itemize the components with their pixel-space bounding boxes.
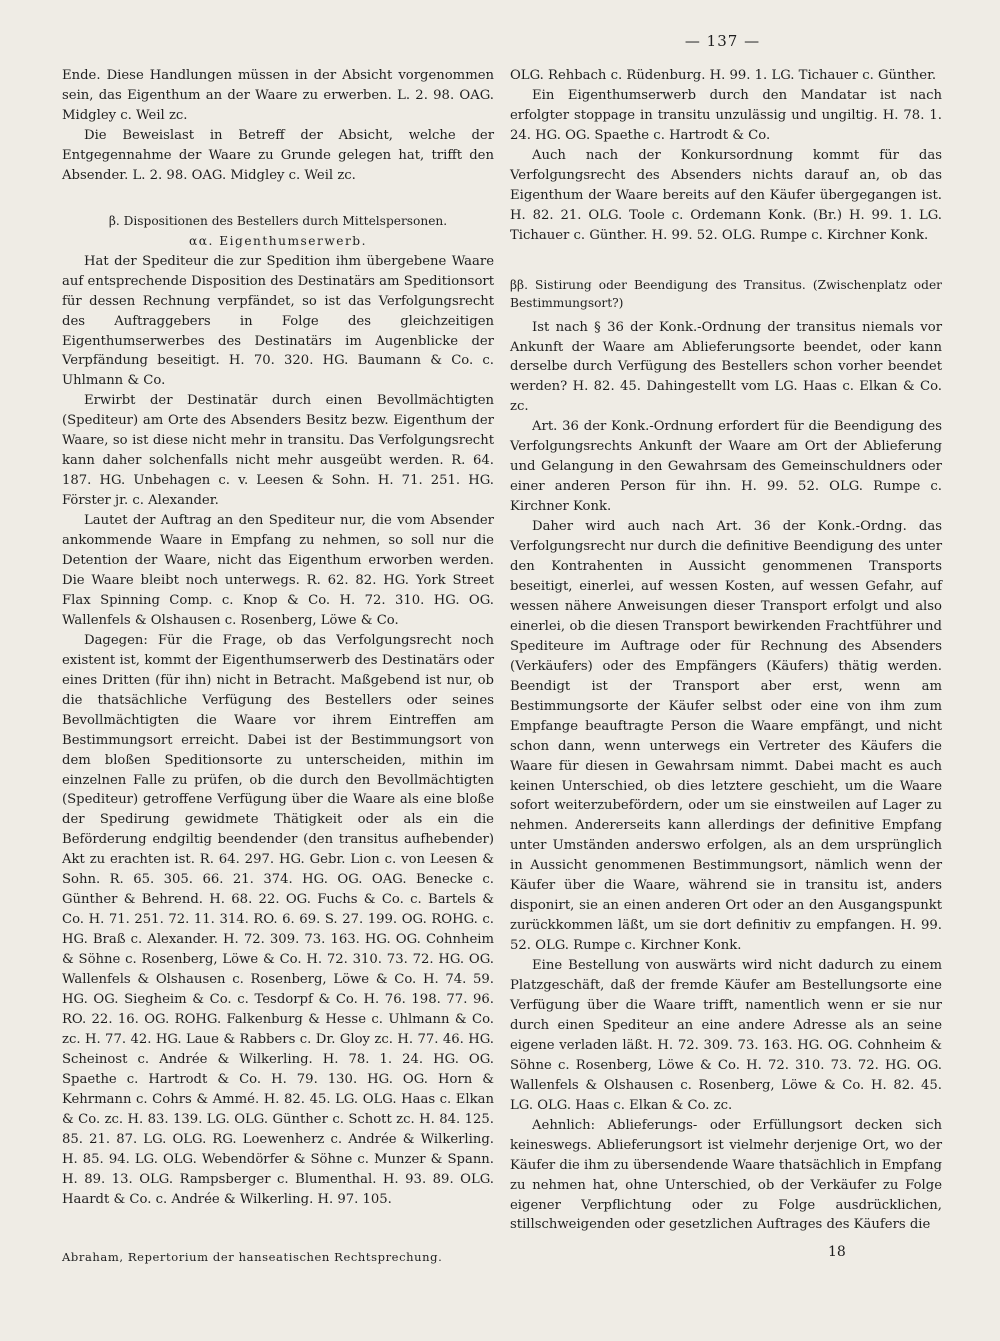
paragraph: Aehnlich: Ablieferungs- oder Erfüllungsort decken sich keineswegs. Ablieferungsort ist vielmehr derjenige Ort, wo der Käufer die ihm zu übersendende Waare thatsächlich in Empfang zu nehmen hat, ohne Unterschied, ob der Verkäufer zu Folge eigener Verpflichtung oder zu Folge ausdrücklichen, stillschweigenden oder gesetzlichen Auftrages des Käufers die (510, 1117, 942, 1233)
paragraph: Daher wird auch nach Art. 36 der Konk.-Ordng. das Verfolgungsrecht nur durch die definitive Beendigung des unter den Kontrahenten in Aussicht genommenen Transports beseitigt, einerlei, auf wessen Kosten, auf wessen Gefahr, auf wessen nähere Anweisungen dieser Transport erfolgt und also einerlei, ob die diesen Transport bewirkenden Frachtführer und Spediteure im Auftrage oder für Rechnung des Absenders (Verkäufers) oder des Empfängers (Käufers) thätig werden. Beendigt ist der Transport aber erst, wenn am Bestimmungsorte der Käufer selbst oder eine von ihm zum Empfange beauftragte Person die Waare empfängt, und nicht schon dann, wenn unterwegs ein Vertreter des Käufers die Waare für diesen in Gewahrsam nimmt. Dabei macht es auch keinen Unterschied, ob dies letztere geschieht, um die Waare sofort weiterzubefördern, oder um sie einstweilen auf Lager zu nehmen. Andererseits kann allerdings der definitive Empfang unter Umständen anderswo erfolgen, als an dem ursprünglich in Aussicht genommenen Bestimmungsort, nämlich wenn der Käufer über die Waare, während sie in transitu ist, anders disponirt, sie an einen anderen Ort oder an den Ausgangspunkt zurückkommen läßt, um sie dort definitiv zu empfangen. H. 99. 52. OLG. Rumpe c. Kirchner Konk. (510, 519, 942, 954)
paragraph: Ein Eigenthumserwerb durch den Mandatar ist nach erfolgter stoppage in transitu unzulässig und ungiltig. H. 78. 1. 24. HG. OG. Spaethe c. Hartrodt & Co. (510, 87, 942, 143)
paragraph: Dagegen: Für die Frage, ob das Verfolgungsrecht noch existent ist, kommt der Eigenthumserwerb des Destinatärs oder eines Dritten (für ihn) nicht in Betracht. Maßgebend ist nur, ob die thatsächliche Verfügung des Bestellers oder seines Bevollmächtigten die Waare vor ihrem Eintreffen am Bestimmungsort erreicht. Dabei ist der Bestimmungsort von dem bloßen Speditionsorte zu unterscheiden, mithin im einzelnen Falle zu prüfen, ob die durch den Bevollmächtigten (Spediteur) getroffene Verfügung über die Waare als eine bloße der Spedirung gewidmete Thätigkeit oder als ein die Beförderung endgiltig beendender (den transitus aufhebender) Akt zu erachten ist. R. 64. 297. HG. Gebr. Lion c. von Leesen & Sohn. R. 65. 305. 66. 21. 374. HG. OG. OAG. Benecke c. Günther & Behrend. H. 68. 22. OG. Fuchs & Co. c. Bartels & Co. H. 71. 251. 72. 11. 314. RO. 6. 69. S. 27. 199. OG. ROHG. c. HG. Braß c. Alexander. H. 72. 309. 73. 163. HG. OG. Cohnheim & Söhne c. Rosenberg, Löwe & Co. H. 72. 310. 73. 72. HG. OG. Wallenfels & Olshausen c. Rosenberg, Löwe & Co. H. 74. 59. HG. OG. Siegheim & Co. c. Tesdorpf & Co. H. 76. 198. 77. 96. RO. 22. 16. OG. ROHG. Falkenburg & Hesse c. Uhlmann & Co. zc. H. 77. 42. HG. Laue & Rabbers c. Dr. Gloy zc. H. 77. 46. HG. Scheinost c. Andrée & Wilkerling. H. 78. 1. 24. HG. OG. Spaethe c. Hartrodt & Co. H. 79. 130. HG. OG. Horn & Kehrmann c. Cohrs & Ammé. H. 82. 45. LG. OLG. Haas c. Elkan & Co. zc. H. 83. 139. LG. OLG. Günther c. Schott zc. H. 84. 125. 85. 21. 87. LG. OLG. RG. Loewenherz c. Andrée & Wilkerling. H. 85. 94. LG. OLG. Webendörfer & Söhne c. Munzer & Spann. H. 89. 13. OLG. Rampsberger c. Blumenthal. H. 93. 89. OLG. Haardt & Co. c. Andrée & Wilkerling. H. 97. 105. (62, 632, 494, 1207)
paragraph: Art. 36 der Konk.-Ordnung erfordert für die Beendigung des Verfolgungsrechts Ankunft der Waare am Ort der Ablieferung und Gelangung in den Gewahrsam des Gemeinschuldners oder einer anderen Person für ihn. H. 99. 52. OLG. Rumpe c. Kirchner Konk. (510, 419, 942, 515)
signature-mark: 18 (828, 1244, 846, 1260)
paragraph: OLG. Rehbach c. Rüdenburg. H. 99. 1. LG. Tichauer c. Günther. (510, 68, 937, 83)
section-heading: ββ. Sistirung oder Beendigung des Transitus. (Zwischenplatz oder Bestimmungsort?) (510, 277, 942, 310)
paragraph: Die Beweislast in Betreff der Absicht, welche der Entgegennahme der Waare zu Grunde gelegen hat, trifft den Absender. L. 2. 98. OAG. Midgley c. Weil zc. (62, 127, 494, 183)
paragraph: Ende. Diese Handlungen müssen in der Absicht vorgenommen sein, das Eigenthum an der Waare zu erwerben. L. 2. 98. OAG. Midgley c. Weil zc. (62, 68, 494, 123)
paragraph: Ist nach § 36 der Konk.-Ordnung der transitus niemals vor Ankunft der Waare am Ablieferungsorte beendet, oder kann derselbe durch Verfügung des Bestellers schon vorher beendet werden? H. 82. 45. Dahingestellt vom LG. Haas c. Elkan & Co. zc. (510, 319, 942, 415)
section-heading: αα. Eigenthumserwerb. (189, 233, 367, 248)
section-heading: β. Dispositionen des Bestellers durch Mittelspersonen. (108, 213, 448, 228)
paragraph: Erwirbt der Destinatär durch einen Bevollmächtigten (Spediteur) am Orte des Absenders Besitz bezw. Eigenthum der Waare, so ist diese nicht mehr in transitu. Das Verfolgungsrecht kann daher solchenfalls nicht mehr ausgeübt werden. R. 64. 187. HG. Unbehagen c. v. Leesen & Sohn. H. 71. 251. HG. Förster jr. c. Alexander. (62, 393, 494, 509)
page-header (0, 32, 1000, 50)
left-column (62, 66, 494, 1209)
paragraph: Eine Bestellung von auswärts wird nicht dadurch zu einem Platzgeschäft, daß der fremde Käufer am Bestellungsorte eine Verfügung über die Waare trifft, namentlich wenn er sie nur durch einen Spediteur an eine andere Adresse als an seine eigene verladen läßt. H. 72. 309. 73. 163. HG. OG. Cohnheim & Söhne c. Rosenberg, Löwe & Co. H. 72. 310. 73. 72. HG. OG. Wallenfels & Olshausen c. Rosenberg, Löwe & Co. H. 82. 45. LG. OLG. Haas c. Elkan & Co. zc. (510, 958, 942, 1113)
paragraph: Auch nach der Konkursordnung kommt für das Verfolgungsrecht des Absenders nichts darauf an, ob das Eigenthum der Waare bereits auf den Käufer übergegangen ist. H. 82. 21. OLG. Toole c. Ordemann Konk. (Br.) H. 99. 1. LG. Tichauer c. Günther. H. 99. 52. OLG. Rumpe c. Kirchner Konk. (510, 147, 942, 243)
footer-title: Abraham, Repertorium der hanseatischen Rechtsprechung. (62, 1250, 443, 1264)
paragraph: Hat der Spediteur die zur Spedition ihm übergebene Waare auf entsprechende Disposition des Destinatärs am Speditionsort für dessen Rechnung verpfändet, so ist das Verfolgungsrecht des Auftraggebers in Folge des gleichzeitigen Eigenthumserwerbes des Destinatärs im Augenblicke der Verpfändung beseitigt. H. 70. 320. HG. Baumann & Co. c. Uhlmann & Co. (62, 253, 494, 389)
page-footer (62, 1244, 942, 1264)
paragraph: Lautet der Auftrag an den Spediteur nur, die vom Absender ankommende Waare in Empfang zu nehmen, so soll nur die Detention der Waare, nicht das Eigenthum erworben werden. Die Waare bleibt noch unterwegs. R. 62. 82. HG. York Street Flax Spinning Comp. c. Knop & Co. H. 72. 310. HG. OG. Wallenfels & Olshausen c. Rosenberg, Löwe & Co. (62, 513, 494, 628)
right-column (510, 66, 942, 1235)
page-number: — 137 — (684, 32, 761, 50)
